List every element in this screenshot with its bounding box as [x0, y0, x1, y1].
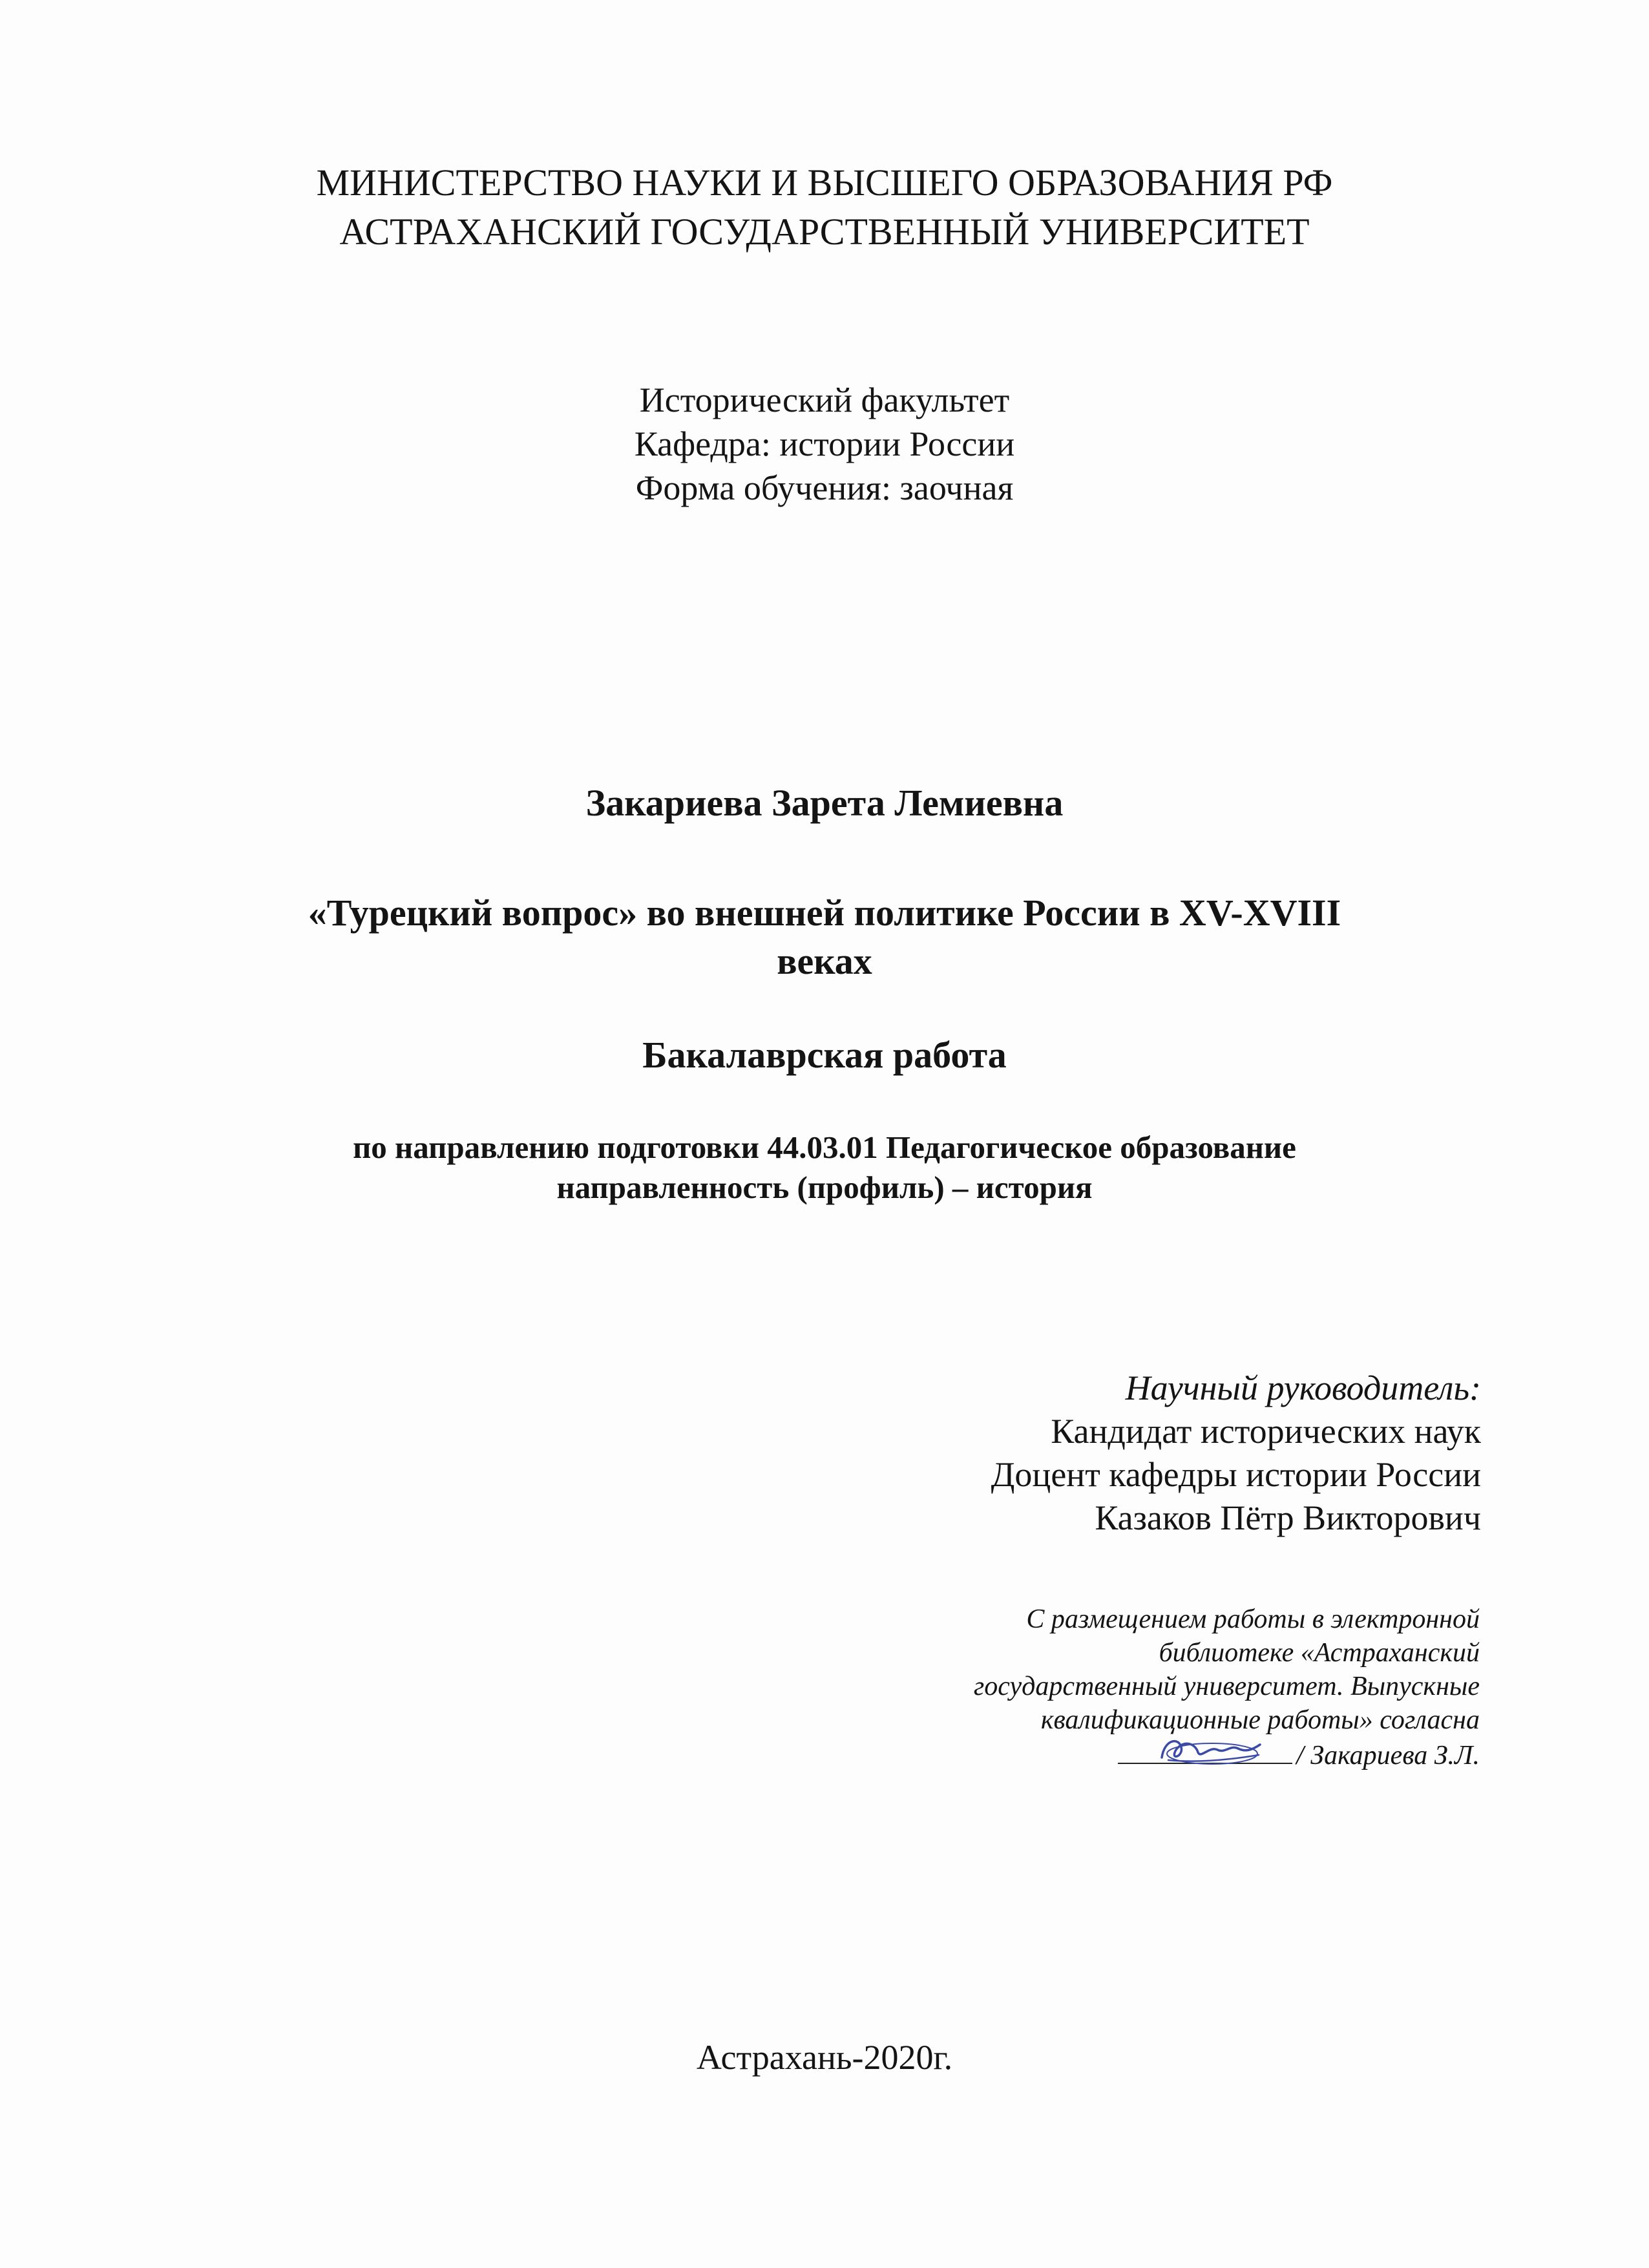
supervisor-label: Научный руководитель: [1125, 1369, 1481, 1407]
city-year: Астрахань-2020г. [696, 2038, 953, 2077]
consent-line-3: государственный университет. Выпускные [973, 1672, 1480, 1701]
department-name: Кафедра: истории России [634, 425, 1015, 463]
signature-line [1118, 1737, 1292, 1764]
faculty-info [0, 378, 1649, 510]
university-name: АСТРАХАНСКИЙ ГОСУДАРСТВЕННЫЙ УНИВЕРСИТЕТ [339, 211, 1310, 253]
thesis-title-line-1: «Турецкий вопрос» во внешней политике России в XV-XVIII [308, 892, 1341, 934]
study-direction-line-1: по направлению подготовки 44.03.01 Педагогическое образование [353, 1129, 1296, 1165]
consent-line-4: квалификационные работы» согласна [1040, 1705, 1480, 1735]
supervisor-position: Доцент кафедры истории России [991, 1455, 1481, 1494]
signer-name: / Закариева З.Л. [1296, 1741, 1480, 1770]
ministry-name: МИНИСТЕРСТВО НАУКИ И ВЫСШЕГО ОБРАЗОВАНИЯ РФ [316, 162, 1333, 204]
work-type: Бакалаврская работа [642, 1034, 1007, 1076]
supervisor-block [991, 1367, 1481, 1540]
library-consent [898, 1602, 1480, 1772]
faculty-name: Исторический факультет [639, 381, 1010, 419]
institution-header [0, 158, 1649, 257]
handwritten-signature-icon [1150, 1730, 1266, 1769]
author-name: Закариева Зарета Лемиевна [585, 782, 1064, 824]
study-form: Форма обучения: заочная [635, 468, 1014, 507]
consent-line-1: С размещением работы в электронной [1026, 1604, 1480, 1634]
thesis-title [0, 888, 1649, 985]
thesis-title-line-2: веках [777, 940, 872, 982]
consent-line-2: библиотеке «Астраханский [1159, 1638, 1480, 1668]
study-direction-line-2: направленность (профиль) – история [556, 1170, 1093, 1205]
consent-signature-row [898, 1737, 1480, 1772]
study-direction [0, 1128, 1649, 1208]
supervisor-name: Казаков Пётр Викторович [1095, 1498, 1481, 1537]
supervisor-degree: Кандидат исторических наук [1051, 1412, 1481, 1451]
